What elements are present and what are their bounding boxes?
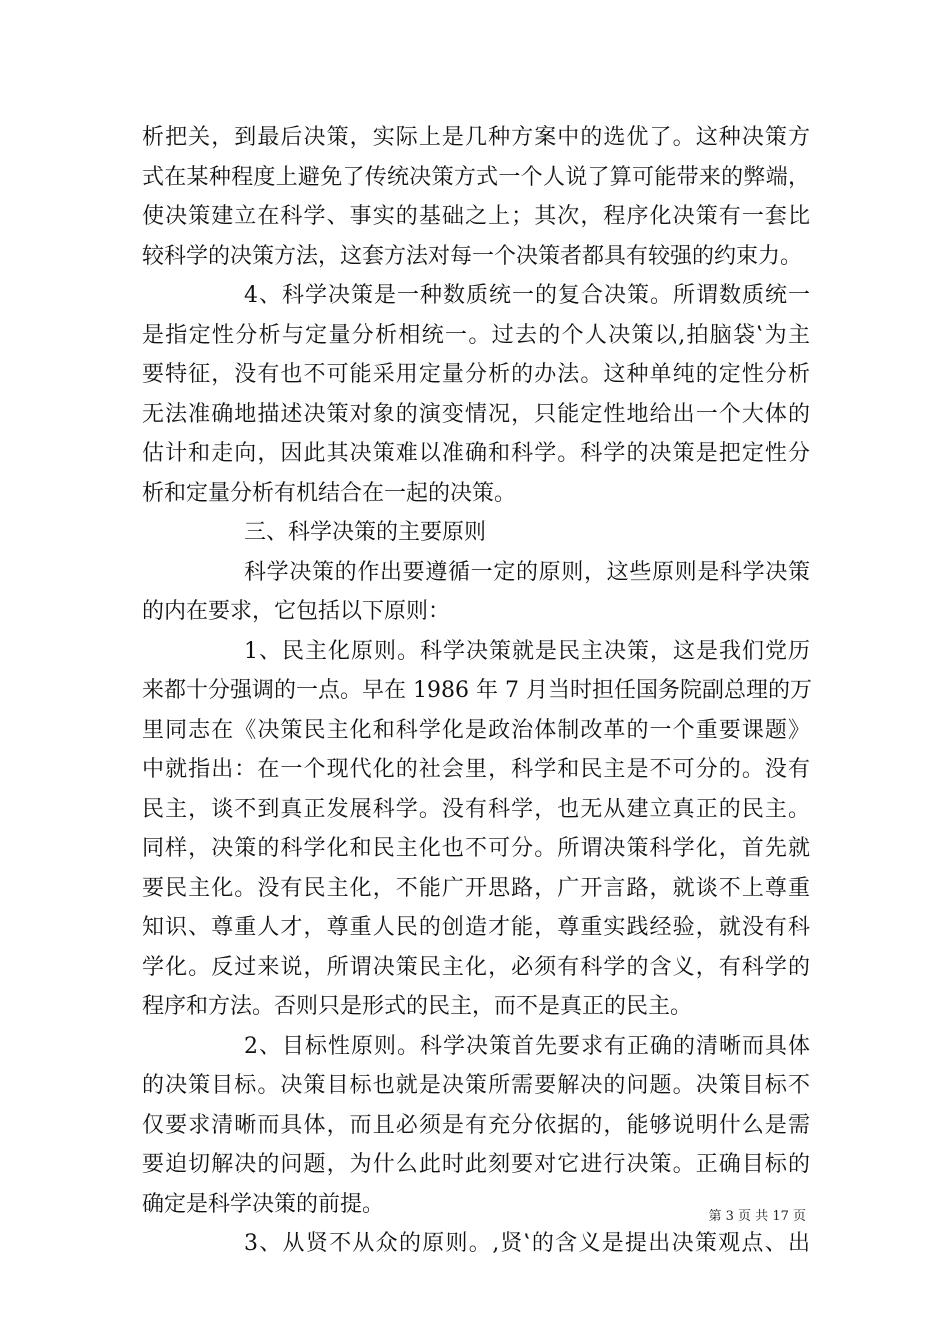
text-line: 1、民主化原则。科学决策就是民主决策，这是我们党历 <box>244 638 810 664</box>
text-line: 较科学的决策方法，这套方法对每一个决策者都具有较强的约束力。 <box>142 243 803 269</box>
text-line: 民主，谈不到真正发展科学。没有科学，也无从建立真正的民主。 <box>142 796 810 822</box>
text-line: 3、从贤不从众的原则。‚贤‛的含义是提出决策观点、出 <box>244 1231 810 1256</box>
text-line: 是指定性分析与定量分析相统一。过去的个人决策以‚拍脑袋‛为主 <box>142 322 810 348</box>
text-line: 2、目标性原则。科学决策首先要求有正确的清晰而具体 <box>244 1033 810 1059</box>
text-line: 要迫切解决的问题，为什么此时此刻要对它进行决策。正确目标的 <box>142 1152 810 1177</box>
paragraph <box>142 513 810 553</box>
paragraph <box>142 632 810 1027</box>
text-line: 使决策建立在科学、事实的基础之上；其次，程序化决策有一套比 <box>142 204 810 229</box>
page-number: 第 3 页 共 17 页 <box>708 1209 806 1224</box>
text-line: 仅要求清晰而具体，而且必须是有充分依据的，能够说明什么是需 <box>142 1112 810 1138</box>
text-line: 同样，决策的科学化和民主化也不可分。所谓决策科学化，首先就 <box>142 836 810 861</box>
text-line: 学化。反过来说，所谓决策民主化，必须有科学的含义，有科学的 <box>142 954 810 980</box>
text-line: 析和定量分析有机结合在一起的决策。 <box>142 480 517 506</box>
text-line: 要民主化。没有民主化，不能广开思路，广开言路，就谈不上尊重 <box>142 875 810 901</box>
paragraph <box>142 1027 810 1225</box>
body-text <box>142 118 810 1264</box>
paragraph <box>142 118 810 276</box>
text-line: 程序和方法。否则只是形式的民主，而不是真正的民主。 <box>142 994 693 1019</box>
text-line: 里同志在《决策民主化和科学化是政治体制改革的一个重要课题》 <box>142 717 810 743</box>
text-line: 确定是科学决策的前提。 <box>142 1191 385 1217</box>
text-line: 无法准确地描述决策对象的演变情况，只能定性地给出一个大体的 <box>142 401 810 427</box>
text-line: 4、科学决策是一种数质统一的复合决策。所谓数质统一 <box>244 283 810 308</box>
text-line: 的内在要求，它包括以下原则： <box>142 599 451 624</box>
paragraph <box>142 553 810 632</box>
text-line: 知识、尊重人才，尊重人民的创造才能，尊重实践经验，就没有科 <box>142 915 810 940</box>
text-line: 析把关，到最后决策，实际上是几种方案中的选优了。这种决策方 <box>142 125 810 150</box>
text-line: 中就指出：在一个现代化的社会里，科学和民主是不可分的。没有 <box>142 757 810 782</box>
paragraph <box>142 1224 810 1264</box>
text-line: 要特征，没有也不可能采用定量分析的办法。这种单纯的定性分析 <box>142 362 810 387</box>
text-line: 式在某种程度上避免了传统决策方式一个人说了算可能带来的弊端， <box>142 164 810 190</box>
paragraph <box>142 276 810 513</box>
text-line: 科学决策的作出要遵循一定的原则，这些原则是科学决策 <box>244 559 810 585</box>
text-line: 来都十分强调的一点。早在 1986 年 7 月当时担任国务院副总理的万 <box>142 678 812 703</box>
text-line: 估计和走向，因此其决策难以准确和科学。科学的决策是把定性分 <box>142 441 810 466</box>
text-line: 的决策目标。决策目标也就是决策所需要解决的问题。决策目标不 <box>142 1073 810 1098</box>
text-line: 三、科学决策的主要原则 <box>244 520 487 545</box>
